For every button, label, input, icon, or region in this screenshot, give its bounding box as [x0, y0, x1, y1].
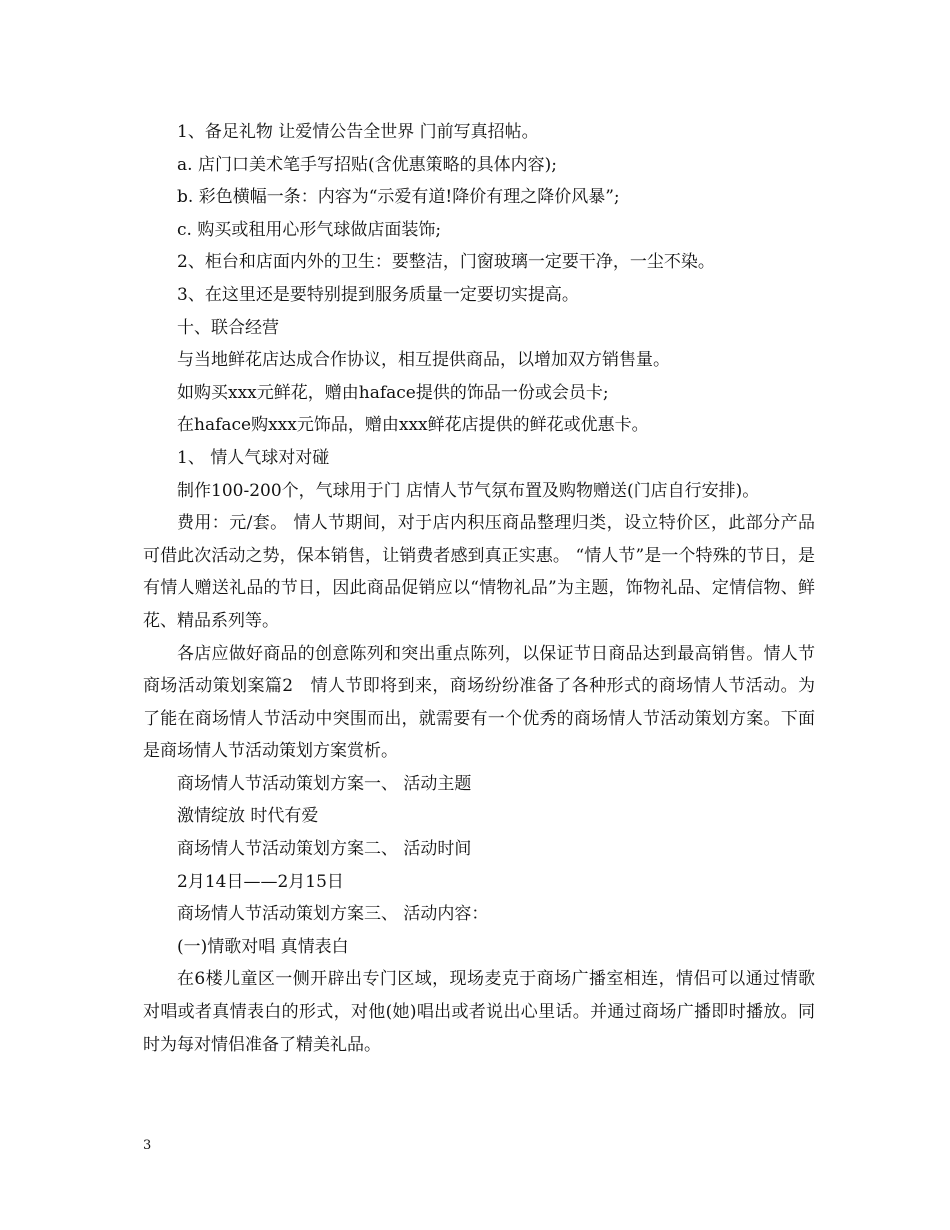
- subheading-love-songs: (一)情歌对唱 真情表白: [177, 936, 349, 957]
- plan-heading-time: 商场情人节活动策划方案二、 活动时间: [177, 839, 472, 860]
- paragraph-gift-prep: 1、备足礼物 让爱情公告全世界 门前写真招帖。: [177, 122, 539, 142]
- paragraph-date-range: 2月14日——2月15日: [177, 871, 344, 892]
- paragraph-theme-slogan: 激情绽放 时代有爱: [177, 806, 319, 827]
- item-heading-balloons: 1、 情人气球对对碰: [177, 447, 330, 468]
- section-heading-joint-operation: 十、联合经营: [177, 317, 279, 338]
- paragraph-display-and-intro: 各店应做好商品的创意陈列和突出重点陈列，以保证节日商品达到最高销售。情人节商场活动策划案篇2 情人节即将到来，商场纷纷准备了各种形式的商场情人节活动。为了能在商场情人节活动中突围而出，就需要有一个优秀的商场情人节活动策划方案。下面是商场情人节活动策划方案赏析。: [143, 643, 815, 762]
- paragraph-cleanliness: 2、柜台和店面内外的卫生：要整洁，门窗玻璃一定要干净，一尘不染。: [177, 252, 715, 273]
- plan-heading-content: 商场情人节活动策划方案三、 活动内容：: [177, 904, 489, 925]
- plan-heading-theme: 商场情人节活动策划方案一、 活动主题: [177, 773, 472, 794]
- paragraph-balloon-production: 制作100-200个，气球用于门 店情人节气氛布置及购物赠送(门店自行安排)。: [177, 480, 760, 501]
- page-number: 3: [143, 1138, 152, 1153]
- paragraph-cost-and-theme: 费用：元/套。 情人节期间，对于店内积压商品整理归类，设立特价区，此部分产品可借此次活动之势，保本销售，让销费者感到真正实惠。 “情人节”是一个特殊的节日，是有情人赠送礼品的节日，因此商品促销应以“情物礼品”为主题，饰物礼品、定情信物、鲜花、精品系列等。: [143, 513, 815, 631]
- paragraph-service-quality: 3、在这里还是要特别提到服务质量一定要切实提高。: [177, 284, 579, 305]
- paragraph-florist-agreement: 与当地鲜花店达成合作协议，相互提供商品，以增加双方销售量。: [177, 350, 670, 371]
- paragraph-heart-balloons: c. 购买或租用心形气球做店面装饰;: [177, 219, 442, 240]
- paragraph-handwritten-poster: a. 店门口美术笔手写招贴(含优惠策略的具体内容);: [177, 154, 557, 175]
- paragraph-flower-purchase: 如购买xxx元鲜花，赠由haface提供的饰品一份或会员卡;: [177, 382, 609, 403]
- paragraph-accessory-purchase: 在haface购xxx元饰品，赠由xxx鲜花店提供的鲜花或优惠卡。: [177, 415, 649, 436]
- paragraph-color-banner: b. 彩色横幅一条：内容为“示爱有道!降价有理之降价风暴”;: [177, 187, 620, 208]
- page-body: [143, 116, 815, 1061]
- paragraph-love-songs-detail: 在6楼儿童区一侧开辟出专门区域，现场麦克于商场广播室相连，情侣可以通过情歌对唱或者真情表白的形式，对他(她)唱出或者说出心里话。并通过商场广播即时播放。同时为每对情侣准备了精美礼品。: [143, 969, 815, 1055]
